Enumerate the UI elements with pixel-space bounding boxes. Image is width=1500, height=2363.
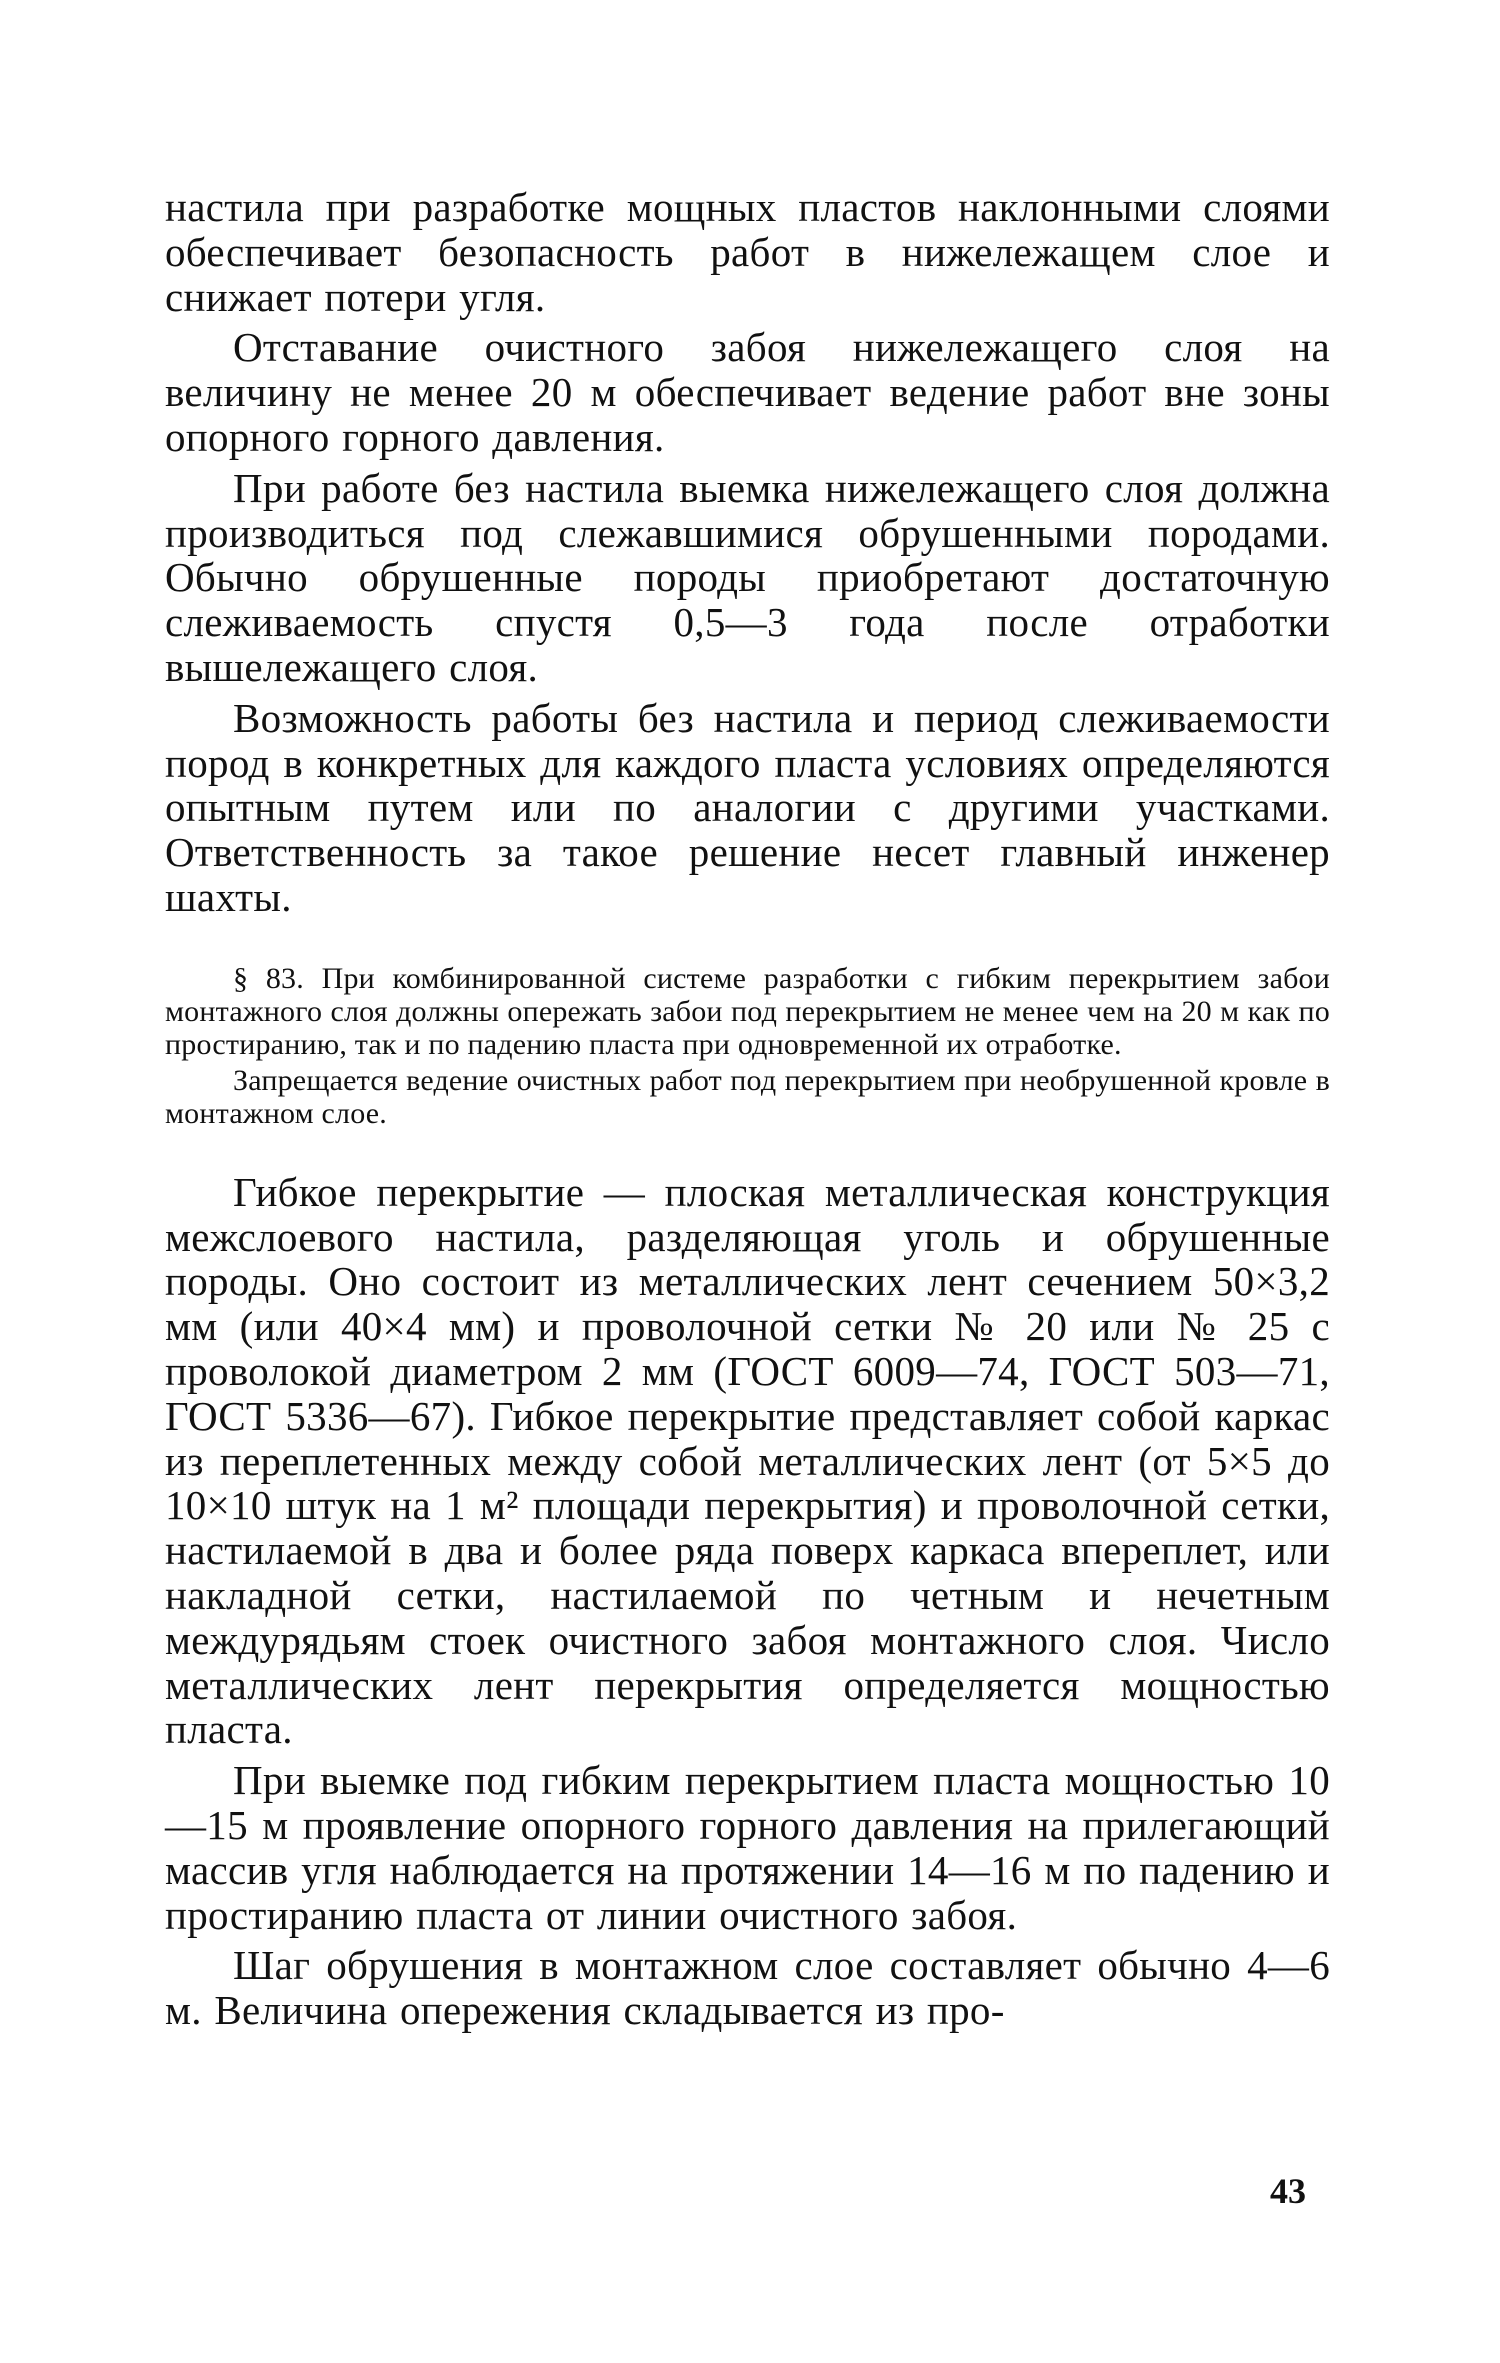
paragraph-flexible-cover: Гибкое перекрытие — плоская металлическая конструкция межслоевого настила, разделяющая уголь и обрушенные породы. Оно состоит из металлических лент сечением 50×3,2 мм (или 40×4 мм) и проволочной сетки № 20 или № 25 с проволокой диаметром 2 мм (ГОСТ 6009—74, ГОСТ 503—71, ГОСТ 5336—67). Гибкое перекрытие представляет собой каркас из переплетенных между собой металлических лент (от 5×5 до 10×10 штук на 1 м² площади перекрытия) и проволочной сетки, настилаемой в два и более ряда поверх каркаса впереплет, или накладной сетки, настилаемой по четным и нечетным междурядьям стоек очистного забоя монтажного слоя. Число металлических лент перекрытия определяется мощностью пласта. bbox=[165, 1168, 1330, 1753]
paragraph-caking-period: Возможность работы без настила и период слеживаемости пород в конкретных для каждого пласта условиях определяются опытным путем или по аналогии с другими участками. Ответственность за такое решение несет главный инженер шахты. bbox=[165, 694, 1330, 920]
rule-paragraph: § 83. При комбинированной системе разработки с гибким перекрытием забои монтажного слоя должны опережать забои под перекрытием не менее чем на 20 м как по простиранию, так и по падению пласта при одновременной их отработке. bbox=[165, 961, 1330, 1061]
paragraph-pressure-zone: При выемке под гибким перекрытием пласта мощностью 10—15 м проявление опорного горного давления на прилегающий массив угля наблюдается на протяжении 14—16 м по падению и простиранию пласта от линии очистного забоя. bbox=[165, 1757, 1330, 1938]
rule-prohibition: Запрещается ведение очистных работ под перекрытием при необрушенной кровле в монтажном слое. bbox=[165, 1063, 1330, 1130]
paragraph-continuation: настила при разработке мощных пластов наклонными слоями обеспечивает безопасность работ в нижележащем слое и снижает потери угля. bbox=[165, 184, 1330, 320]
safety-rule-83 bbox=[165, 962, 1330, 1130]
page-number: 43 bbox=[1270, 2171, 1306, 2211]
paragraph-caving-step: Шаг обрушения в монтажном слое составляет обычно 4—6 м. Величина опережения складывается из про- bbox=[165, 1942, 1330, 2034]
paragraph-no-deck: При работе без настила выемка нижележащего слоя должна производиться под слежавшимися обрушенными породами. Обычно обрушенные породы приобретают достаточную слеживаемость спустя 0,5—3 года после отработки вышележащего слоя. bbox=[165, 464, 1330, 690]
paragraph-lag-distance: Отставание очистного забоя нижележащего слоя на величину не менее 20 м обеспечивает ведение работ вне зоны опорного горного давления. bbox=[165, 324, 1330, 460]
book-page bbox=[165, 185, 1330, 2033]
